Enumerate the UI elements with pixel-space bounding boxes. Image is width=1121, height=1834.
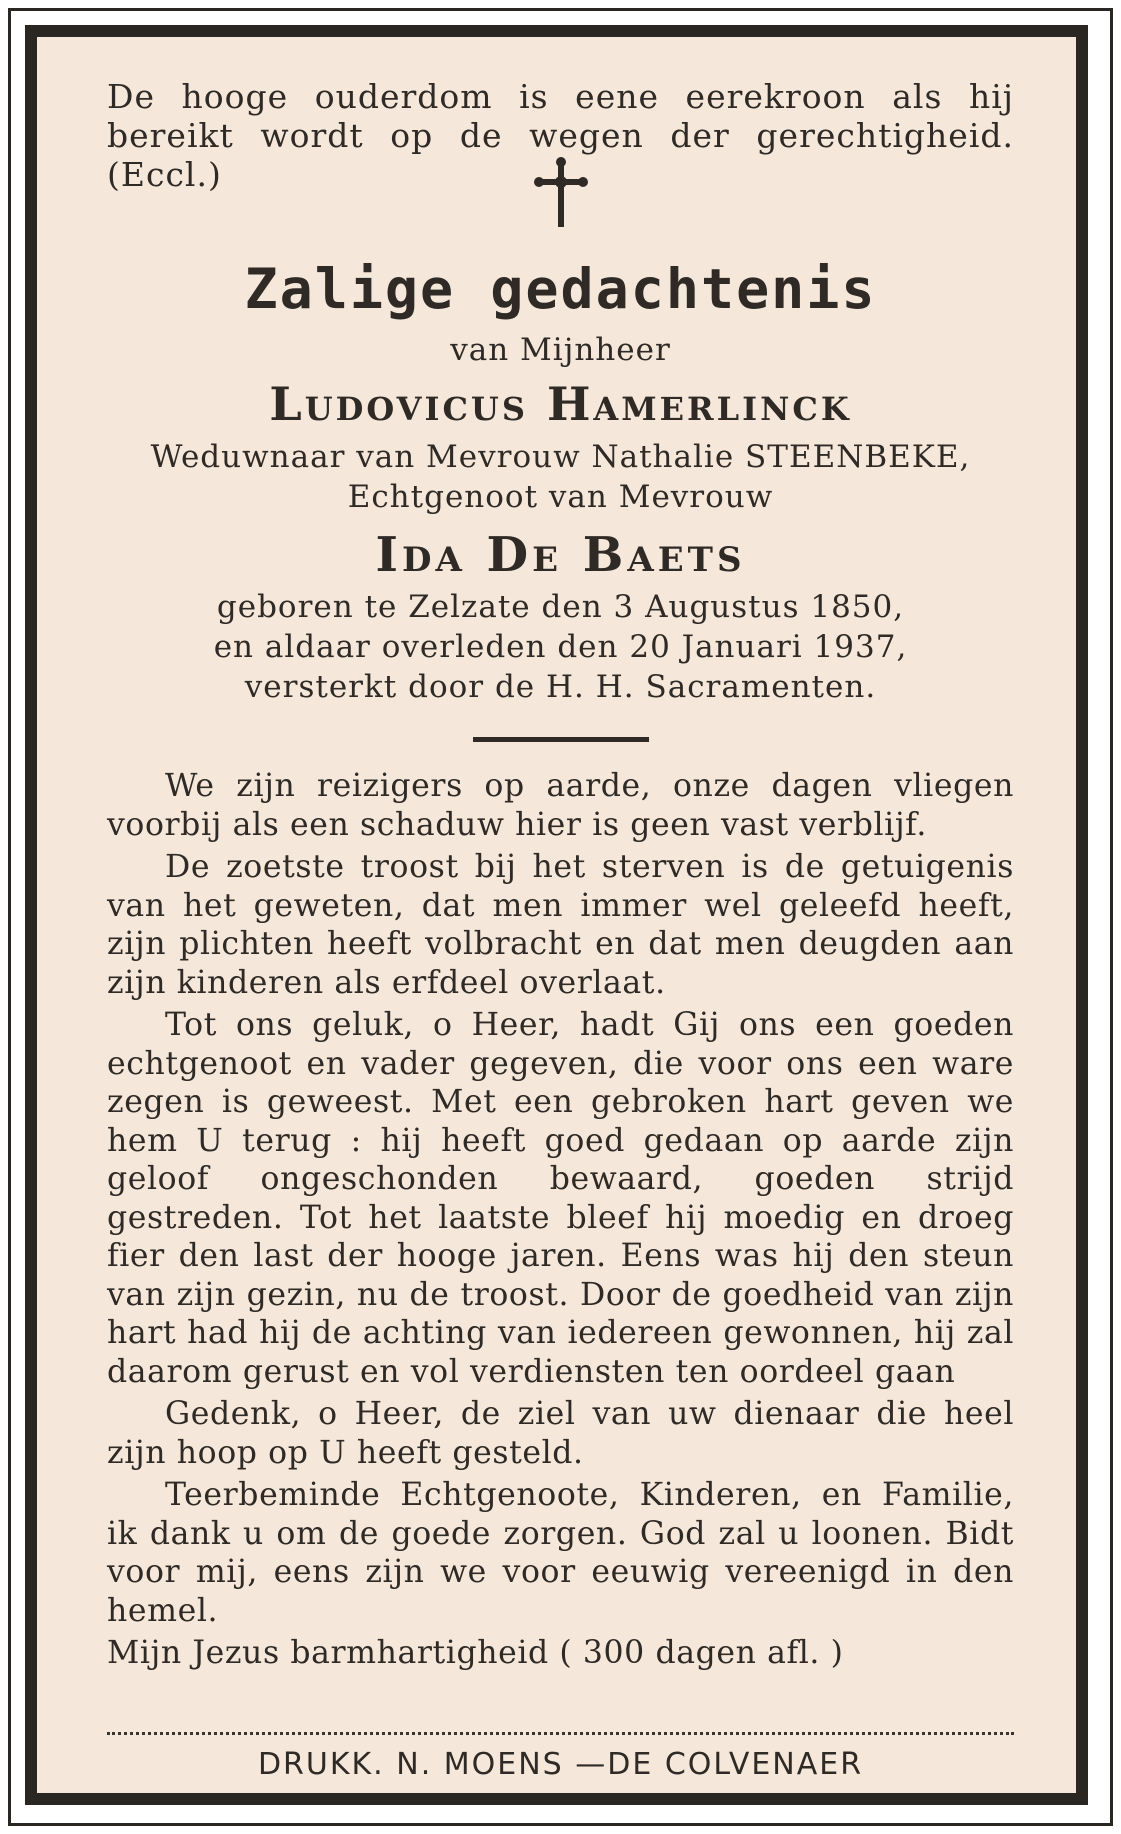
indulgence-line: Mijn Jezus barmhartigheid ( 300 dagen afl. ): [107, 1635, 844, 1671]
spouse-intro: Echtgenoot van Mevrouw: [347, 479, 774, 515]
deceased-name: Ludovicus Hamerlinck: [269, 377, 852, 431]
paragraph: We zijn reizigers op aarde, onze dagen vliegen voorbij als een schaduw hier is geen vast verblijf.: [107, 768, 1014, 843]
widower-line: Weduwnaar van Mevrouw Nathalie STEENBEKE,: [150, 439, 971, 475]
spouse-name: Ida De Baets: [375, 527, 746, 583]
subtitle: van Mijnheer: [450, 332, 671, 368]
paragraph: Gedenk, o Heer, de ziel van uw dienaar die heel zijn hoop op U heeft gesteld.: [107, 1396, 1014, 1471]
card-paper: [25, 25, 1088, 1805]
printer-credit: DRUKK. N. MOENS —DE COLVENAER: [257, 1747, 864, 1782]
sacraments-line: versterkt door de H. H. Sacramenten.: [244, 669, 877, 705]
cross-icon: [534, 157, 588, 229]
death-line: en aldaar overleden den 20 Januari 1937,: [213, 629, 908, 665]
dotted-divider: [107, 1732, 1014, 1735]
memorial-card: [8, 8, 1113, 1826]
divider: [473, 737, 649, 742]
memorial-text: [107, 767, 1014, 1677]
paragraph: Teerbeminde Echtgenoote, Kinderen, en Familie, ik dank u om de goede zorgen. God zal u loonen. Bidt voor mij, eens zijn we voor eeuwig vereenigd in den hemel.: [107, 1477, 1014, 1629]
card-title: Zalige gedachtenis: [244, 257, 877, 321]
opening-quote: De hooge ouderdom is eene eerekroon als hij bereikt wordt op de wegen der gerechtigheid. (Eccl.): [107, 77, 1014, 194]
paragraph: Tot ons geluk, o Heer, hadt Gij ons een goeden echtgenoot en vader gegeven, die voor ons een ware zegen is geweest. Met een gebroken hart geven we hem U terug : hij heeft goed gedaan op aarde zijn geloof ongeschonden bewaard, goeden strijd gestreden. Tot het laatste bleef hij moedig en droeg fier den last der hooge jaren. Eens was hij den steun van zijn gezin, nu de troost. Door de goedheid van zijn hart had hij de achting van iedereen gewonnen, hij zal daarom gerust en vol verdiensten ten oordeel gaan: [107, 1007, 1014, 1390]
birth-line: geboren te Zelzate den 3 Augustus 1850,: [216, 589, 905, 625]
paragraph: De zoetste troost bij het sterven is de getuigenis van het geweten, dat men immer wel geleefd heeft, zijn plichten heeft volbracht en dat men deugden aan zijn kinderen als erfdeel overlaat.: [107, 849, 1014, 1001]
card-content: [107, 37, 1014, 1793]
